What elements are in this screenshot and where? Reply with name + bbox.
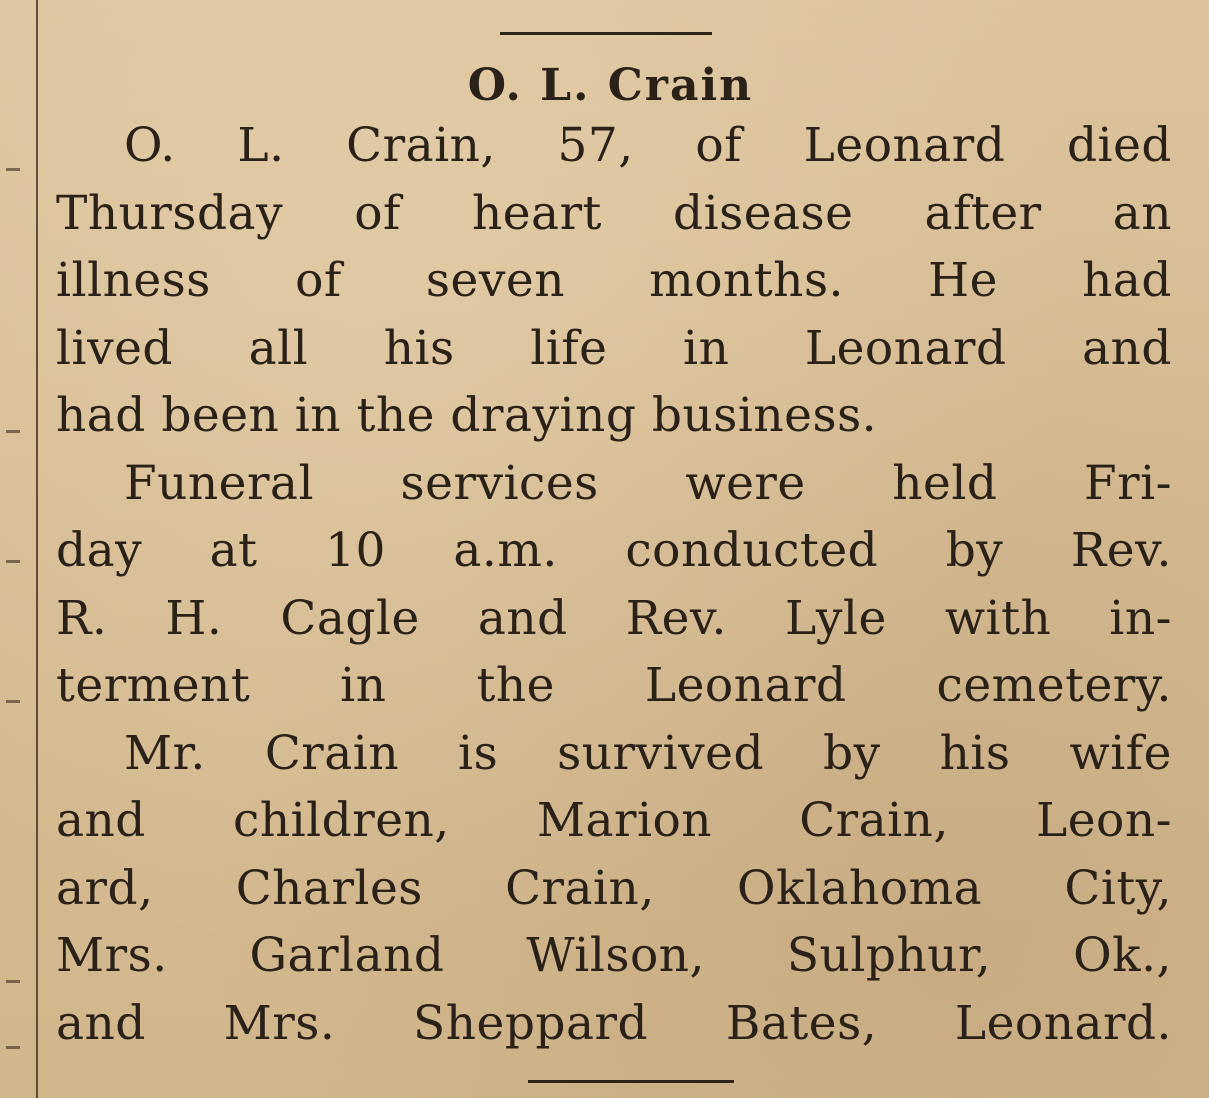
top-divider-rule: [500, 32, 712, 35]
ink-fragment: [6, 430, 20, 433]
ink-fragment: [6, 1046, 20, 1049]
paragraph-3-line-5: and Mrs. Sheppard Bates, Leonard.: [56, 995, 1172, 1051]
paragraph-1-line-1: O. L. Crain, 57, of Leonard died: [124, 118, 1172, 173]
paragraph-2-line-1: Funeral services were held Fri-: [124, 455, 1172, 511]
paragraph-1-line-5: had been in the draying business.: [56, 388, 878, 443]
paragraph-2-line-3: R. H. Cagle and Rev. Lyle with in-: [56, 590, 1172, 646]
ink-fragment: [6, 980, 20, 983]
paragraph-2-line-4: terment in the Leonard cemetery.: [56, 658, 1172, 713]
ink-fragment: [6, 700, 20, 703]
paragraph-3-line-3: ard, Charles Crain, Oklahoma City,: [56, 860, 1172, 916]
paragraph-1-line-3: illness of seven months. He had: [56, 253, 1172, 308]
paragraph-1-line-4: lived all his life in Leonard and: [56, 320, 1172, 376]
column-rule: [36, 0, 38, 1098]
paragraph-3-line-4: Mrs. Garland Wilson, Sulphur, Ok.,: [56, 928, 1172, 983]
ink-fragment: [6, 560, 20, 563]
paragraph-2-line-2: day at 10 a.m. conducted by Rev.: [56, 523, 1172, 578]
article-body: [56, 112, 1172, 1057]
ink-fragment: [6, 168, 20, 171]
paragraph-1-line-2: Thursday of heart disease after an: [56, 185, 1172, 241]
bottom-divider-rule: [528, 1080, 734, 1083]
adjacent-column-fragments: [0, 0, 30, 1098]
headline: O. L. Crain: [467, 60, 754, 111]
paragraph-3-line-2: and children, Marion Crain, Leon-: [56, 793, 1172, 848]
paragraph-3-line-1: Mr. Crain is survived by his wife: [124, 725, 1172, 781]
